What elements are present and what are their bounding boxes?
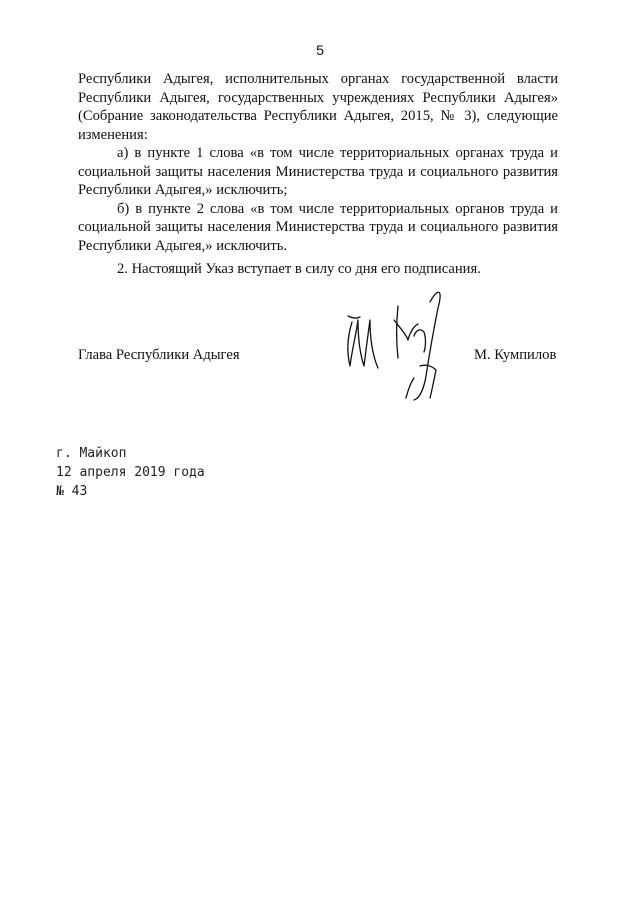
paragraph-amendment-intro: Республики Адыгея, исполнительных органах государственной власти Республики Адыгея, государственных учреждениях Республики Адыгея» (Собрание законодательства Республики Адыгея, 2015, № 3), следующие изменения: (78, 71, 558, 143)
issue-date: 12 апреля 2019 года (56, 465, 205, 480)
issue-details (56, 444, 205, 501)
paragraph-amendment-a: а) в пункте 1 слова «в том числе территориальных органах труда и социальной защиты населения Министерства труда и социального развития Республики Адыгея,» исключить; (78, 145, 558, 198)
document-body (78, 70, 558, 255)
issue-number: № 43 (56, 484, 88, 499)
signatory-title: Глава Республики Адыгея (78, 347, 240, 363)
page-number: 5 (316, 42, 324, 58)
signatory-name: М. Кумпилов (474, 347, 557, 363)
paragraph-amendment-b: б) в пункте 2 слова «в том числе территориальных органов труда и социальной защиты населения Министерства труда и социального развития Республики Адыгея,» исключить. (78, 200, 558, 254)
handwritten-signature (334, 280, 454, 405)
issue-city: г. Майкоп (56, 446, 127, 461)
decree-point-effective: 2. Настоящий Указ вступает в силу со дня его подписания. (117, 261, 481, 277)
